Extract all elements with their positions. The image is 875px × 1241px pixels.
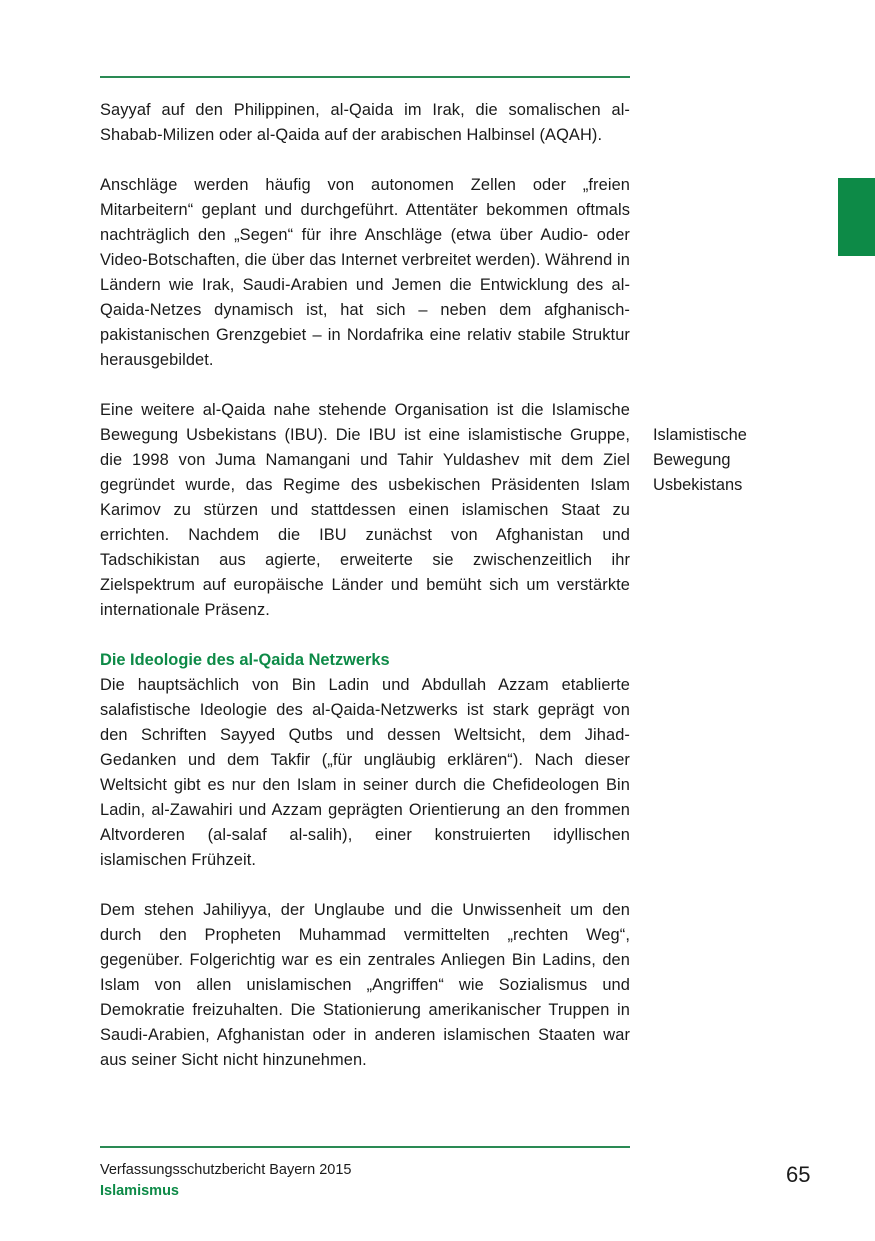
footer-publication-title: Verfassungsschutzbericht Bayern 2015 <box>100 1162 352 1178</box>
paragraph-3: Eine weitere al-Qaida nahe stehende Organisation ist die Islamische Bewegung Usbekistans (IBU). Die IBU ist eine islamistische Gruppe, die 1998 von Juma Namangani und Tahir Yuldashev mit dem Ziel gegründet wurde, das Regime des usbekischen Präsidenten Islam Karimov zu stürzen und stattdessen einen islamischen Staat zu errichten. Nachdem die IBU zunächst von Afghanistan und Tadschikistan aus agierte, erweiterte sie zwischenzeitlich ihr Zielspektrum auf europäische Länder und bemüht sich um verstärkte internationale Präsenz. <box>100 401 630 619</box>
paragraph-4: Die hauptsächlich von Bin Ladin und Abdullah Azzam etablierte salafistische Ideologie des al-Qaida-Netzwerks ist stark geprägt von den Schriften Sayyed Qutbs und dessen Weltsicht, dem Jihad-Gedanken und dem Takfir („für ungläubig erklären“). Nach dieser Weltsicht gibt es nur den Islam in seiner durch die Chefideologen Bin Ladin, al-Zawahiri und Azzam geprägten Orientierung an den frommen Altvorderen (al-salaf al-salih), einer konstruierten idyllischen islamischen Frühzeit. <box>100 676 630 869</box>
margin-note-line-1: Islamistische <box>653 426 747 444</box>
paragraph-2: Anschläge werden häufig von autonomen Zellen oder „freien Mitarbeitern“ geplant und durchgeführt. Attentäter bekommen oftmals nachträglich den „Segen“ für ihre Anschläge (etwa über Audio- oder Video-Botschaften, die über das Internet verbreitet werden). Während in Ländern wie Irak, Saudi-Arabien und Jemen die Entwicklung des al-Qaida-Netzes dynamisch ist, hat sich – neben dem afghanisch-pakistanischen Grenzgebiet – in Nordafrika eine relativ stabile Struktur herausgebildet. <box>100 176 630 369</box>
header-rule <box>100 76 630 78</box>
chapter-tab-marker <box>838 178 875 256</box>
margin-note <box>653 423 803 498</box>
footer-rule <box>100 1146 630 1148</box>
paragraph-1: Sayyaf auf den Philippinen, al-Qaida im Irak, die somalischen al-Shabab-Milizen oder al-Qaida auf der arabischen Halbinsel (AQAH). <box>100 101 630 144</box>
footer-section-name: Islamismus <box>100 1183 179 1199</box>
margin-note-line-3: Usbekistans <box>653 476 743 494</box>
margin-note-line-2: Bewegung <box>653 451 731 469</box>
section-heading: Die Ideologie des al-Qaida Netzwerks <box>100 651 390 669</box>
page-number: 65 <box>786 1162 811 1187</box>
main-text-column <box>100 98 630 1098</box>
paragraph-5: Dem stehen Jahiliyya, der Unglaube und die Unwissenheit um den durch den Propheten Muhammad vermittelten „rechten Weg“, gegenüber. Folgerichtig war es ein zentrales Anliegen Bin Ladins, den Islam von allen unislamischen „Angriffen“ wie Sozialismus und Demokratie freizuhalten. Die Stationierung amerikanischer Truppen in Saudi-Arabien, Afghanistan oder in anderen islamischen Staaten war aus seiner Sicht nicht hinzunehmen. <box>100 901 630 1069</box>
